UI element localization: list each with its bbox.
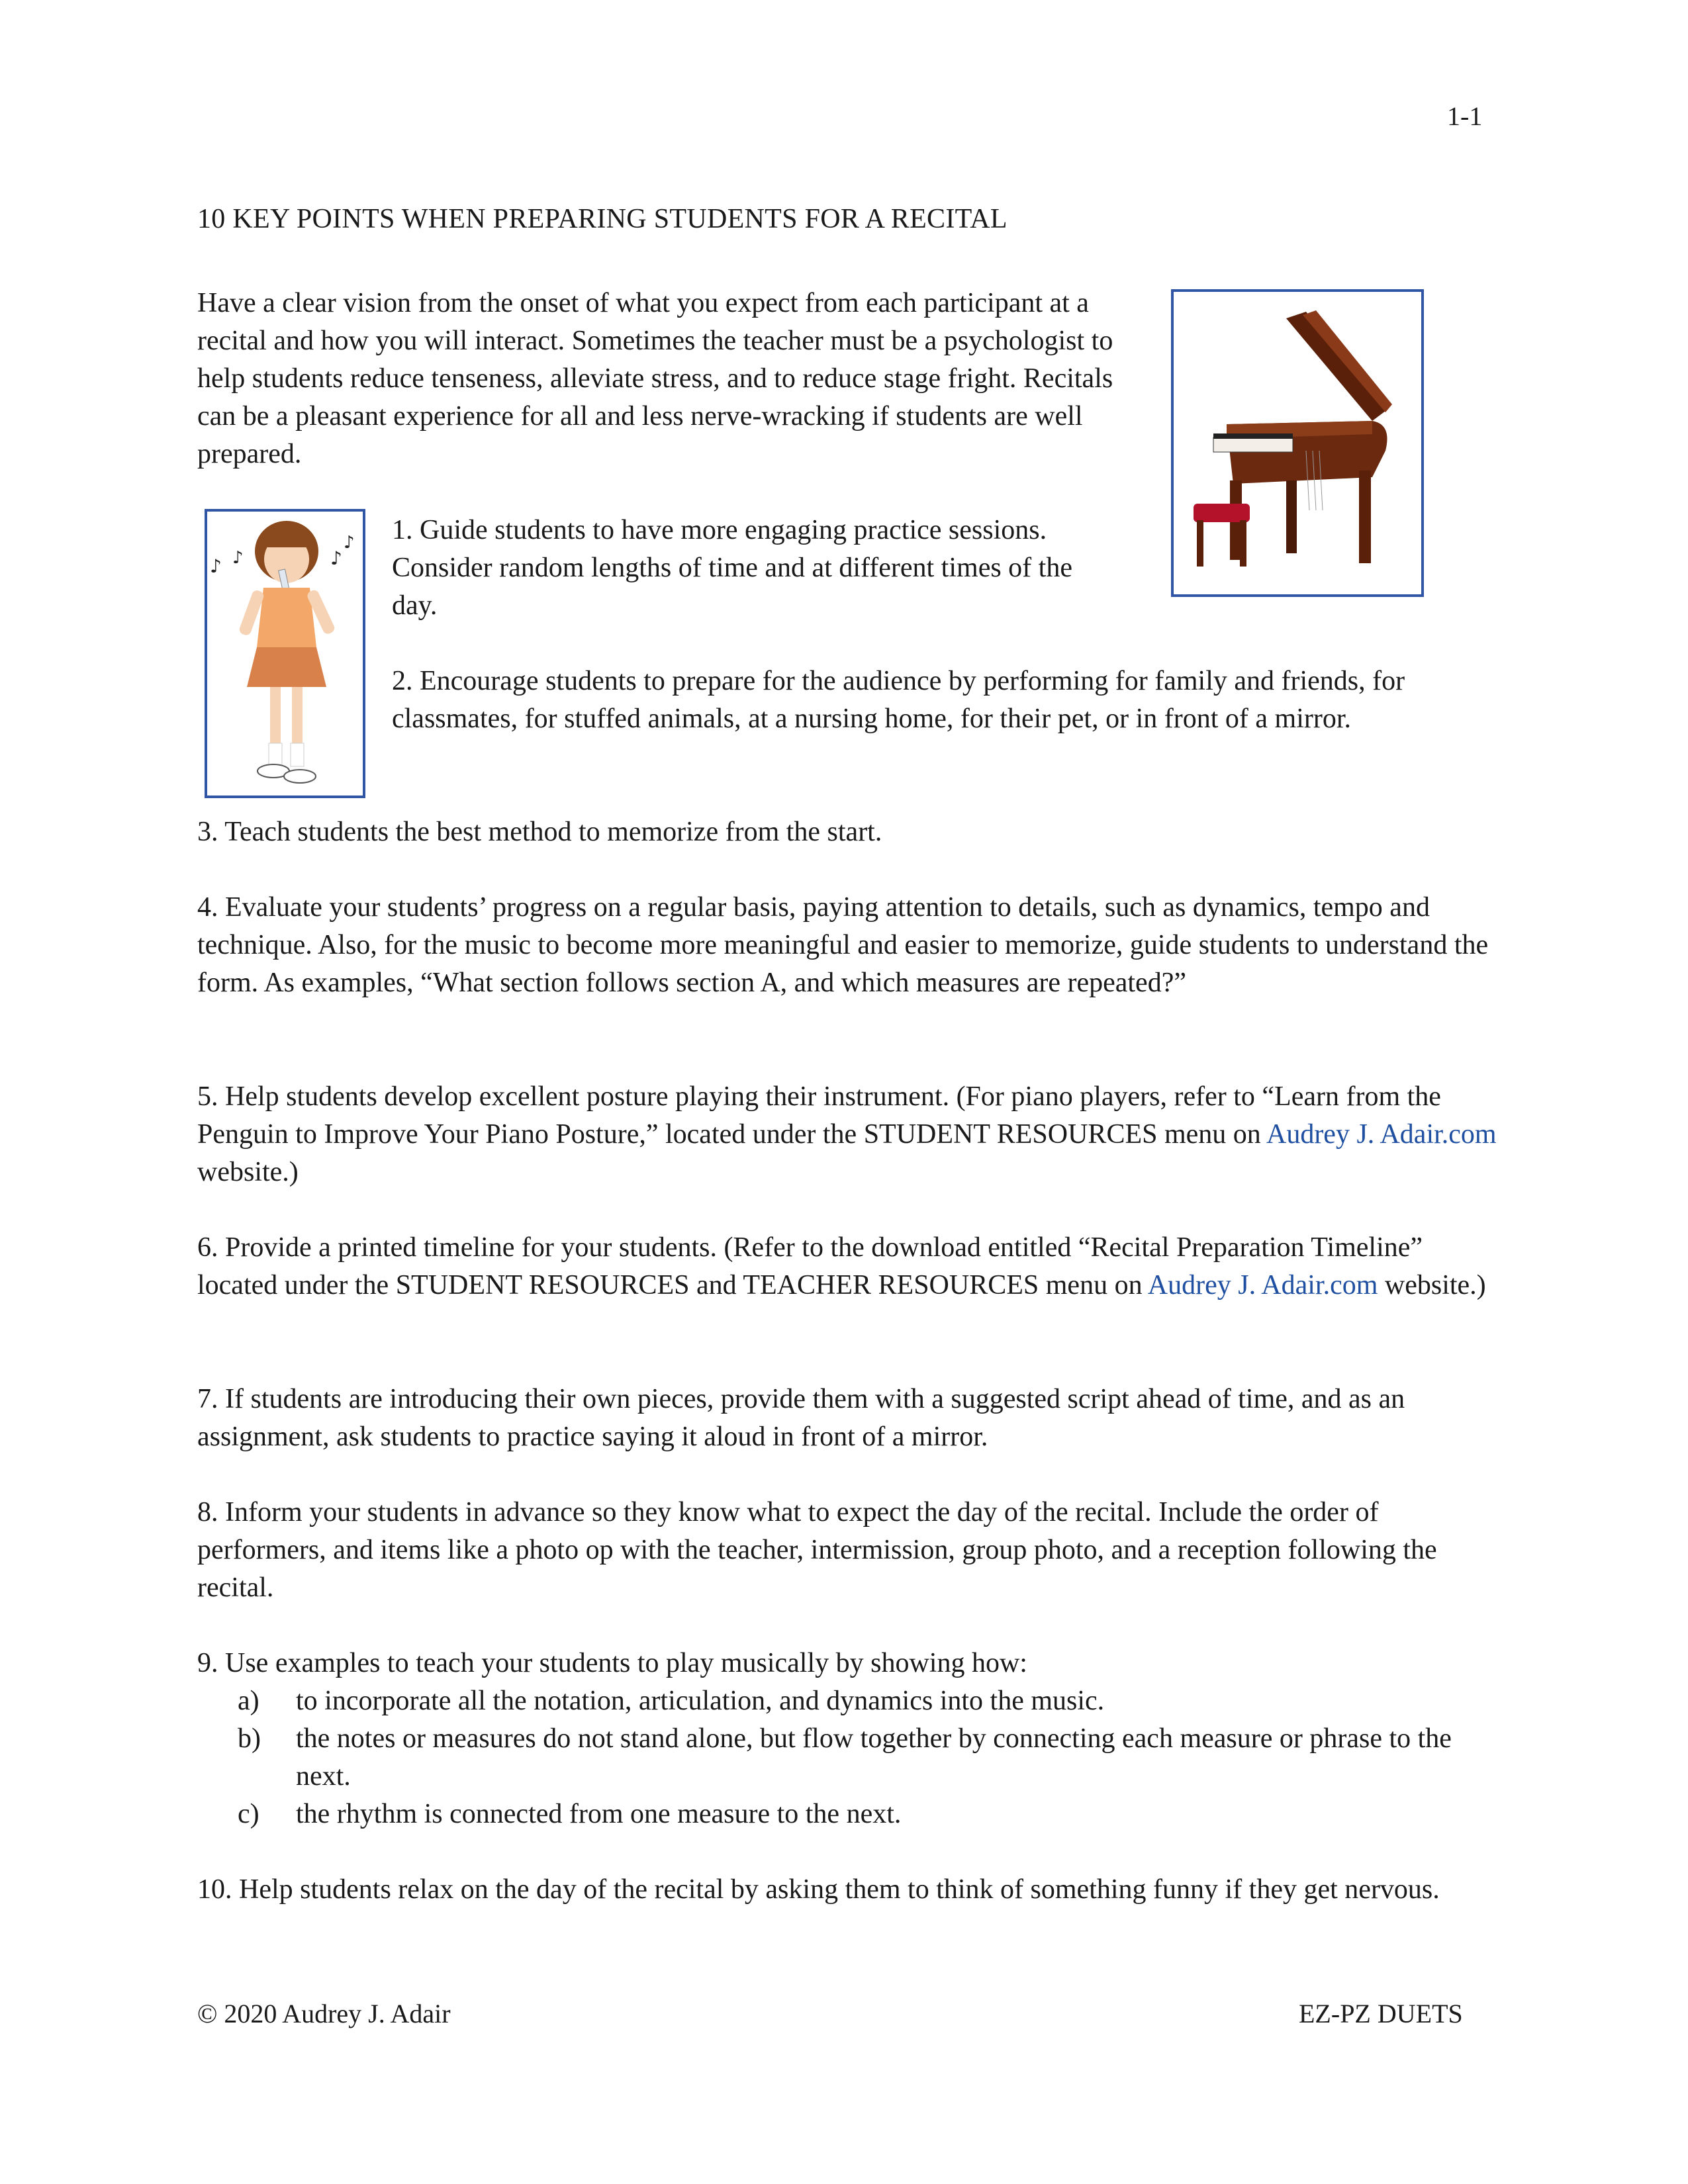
audrey-adair-website-link[interactable]: Audrey J. Adair.com: [1266, 1119, 1497, 1150]
svg-text:♪: ♪: [344, 533, 355, 553]
point-3: 3. Teach students the best method to memorize from the start.: [197, 817, 882, 847]
list-marker: a): [238, 1686, 259, 1716]
grand-piano-icon: [1174, 292, 1421, 594]
point-2: 2. Encourage students to prepare for the audience by performing for family and friends, for classmates, for stuffed animals, at a nursing home, for their pet, or in front of a mirror.: [392, 666, 1405, 734]
point-9-intro: 9. Use examples to teach your students to play musically by showing how:: [197, 1648, 1027, 1678]
list-item-text: to incorporate all the notation, articulation, and dynamics into the music.: [296, 1686, 1105, 1716]
list-item-text: the notes or measures do not stand alone, but flow together by connecting each measure or phrase to the next.: [296, 1723, 1452, 1792]
list-marker: b): [238, 1723, 261, 1754]
point-6-text-end: website.): [1378, 1270, 1486, 1300]
footer-copyright: © 2020 Audrey J. Adair: [197, 1999, 451, 2028]
point-1: 1. Guide students to have more engaging practice sessions. Consider random lengths of time and at different times of the day.: [392, 515, 1072, 621]
point-7: 7. If students are introducing their own pieces, provide them with a suggested script ahead of time, and as an assignment, ask students to practice saying it aloud in front of a mirror.: [197, 1384, 1405, 1452]
point-4: 4. Evaluate your students’ progress on a regular basis, paying attention to details, such as dynamics, tempo and technique. Also, for the music to become more meaningful and easier to memorize, guide students to understand the form. As examples, “What section follows section A, and which measures are repeated?”: [197, 892, 1489, 998]
point-6: [197, 1229, 1501, 1304]
svg-text:♪: ♪: [232, 548, 244, 568]
footer-series: EZ-PZ DUETS: [1299, 1999, 1463, 2028]
point-5: [197, 1078, 1501, 1191]
list-item: [197, 1682, 1501, 1720]
grand-piano-image: [1171, 289, 1424, 597]
point-9-list: [197, 1682, 1501, 1833]
svg-text:♪: ♪: [330, 547, 342, 569]
point-9: [197, 1645, 1501, 1833]
point-10: 10. Help students relax on the day of the recital by asking them to think of something funny if they get nervous.: [197, 1874, 1440, 1905]
list-item: [197, 1796, 1501, 1833]
point-5-text-end: website.): [197, 1157, 299, 1187]
page-number: 1-1: [1447, 101, 1483, 131]
girl-recorder-image: [205, 509, 365, 798]
list-item: [197, 1720, 1501, 1796]
point-8: 8. Inform your students in advance so they know what to expect the day of the recital. Include the order of performers, and items like a photo op with the teacher, intermission, group photo, and a reception following the recital.: [197, 1497, 1437, 1603]
svg-text:♪: ♪: [210, 555, 222, 577]
audrey-adair-website-link[interactable]: Audrey J. Adair.com: [1147, 1270, 1378, 1300]
point-5-text: 5. Help students develop excellent posture playing their instrument. (For piano players, refer to “Learn from the Penguin to Improve Your Piano Posture,” located under the STUDENT RESOURCES menu on: [197, 1081, 1441, 1150]
list-item-text: the rhythm is connected from one measure to the next.: [296, 1799, 902, 1829]
list-marker: c): [238, 1799, 259, 1829]
page-title: 10 KEY POINTS WHEN PREPARING STUDENTS FOR A RECITAL: [197, 204, 1008, 234]
point-6-text: 6. Provide a printed timeline for your students. (Refer to the download entitled “Recital Preparation Timeline” located under the STUDENT RESOURCES and TEACHER RESOURCES menu on: [197, 1232, 1423, 1300]
girl-playing-recorder-icon: [207, 512, 363, 796]
intro-paragraph: Have a clear vision from the onset of what you expect from each participant at a recital and how you will interact. Sometimes the teacher must be a psychologist to help students reduce tenseness, alleviate stress, and to reduce stage fright. Recitals can be a pleasant experience for all and less nerve-wracking if students are well prepared.: [197, 288, 1113, 469]
